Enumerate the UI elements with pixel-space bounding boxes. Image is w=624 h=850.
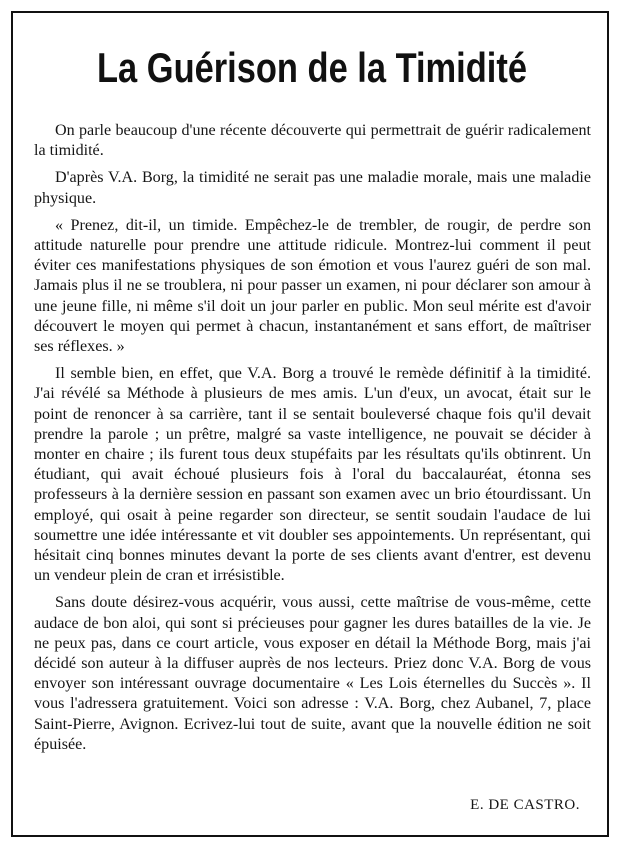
paragraph: D'après V.A. Borg, la timidité ne serait pas une maladie morale, mais une maladie physique. xyxy=(34,169,591,207)
paragraph: « Prenez, dit-il, un timide. Empêchez-le de trembler, de rougir, de perdre son attitude naturelle pour prendre une attitude ridicule. Montrez-lui comment il peut éviter ces manifestations physiques de son émotion et vous l'aurez guéri de son mal. Jamais plus il ne se troublera, ni pour passer un examen, ni pour déclarer son amour à une jeune fille, ni même s'il doit un jour parler en public. Mon seul mérite est d'avoir découvert le moyen qui permet à chacun, instantanément et sans effort, de maîtriser ses réflexes. » xyxy=(34,216,591,356)
paragraph: Sans doute désirez-vous acquérir, vous aussi, cette maîtrise de vous-même, cette audace de bon aloi, qui sont si précieuses pour gagner les dures batailles de la vie. Je ne peux pas, dans ce court article, vous exposer en détail la Méthode Borg, mais j'ai décidé son auteur à la diffuser auprès de nos lecteurs. Priez donc V.A. Borg de vous envoyer son intéressant ouvrage documentaire « Les Lois éternelles du Succès ». Il vous l'adressera gratuitement. Voici son adresse : V.A. Borg, chez Aubanel, 7, place Saint-Pierre, Avignon. Ecrivez-lui tout de suite, avant que la nouvelle édition ne soit épuisée. xyxy=(34,594,591,753)
paragraph: Il semble bien, en effet, que V.A. Borg a trouvé le remède définitif à la timidité. J'ai révélé sa Méthode à plusieurs de mes amis. L'un d'eux, un avocat, était sur le point de renoncer à sa carrière, tant il se sentait bouleversé chaque fois qu'il devait prendre la parole ; un prêtre, malgré sa vaste intelligence, ne pouvait se décider à monter en chaire ; ils furent tous deux stupéfaits par les résultats qu'ils obtinrent. Un étudiant, qui avait échoué plusieurs fois à l'oral du baccalauréat, étonna ses professeurs à la dernière session en passant son examen avec un brio étourdissant. Un employé, qui osait à peine regarder son directeur, se sentit soudain l'audace de lui soumettre une idée intéressante et vit doubler ses appointements. Un représentant, qui hésitait cinq bonnes minutes devant la porte de ses clients avant d'entrer, est devenu un vendeur plein de cran et irrésistible. xyxy=(34,365,591,585)
article-title: La Guérison de la Timidité xyxy=(97,44,527,91)
article-body xyxy=(34,121,591,762)
author-signature: E. DE CASTRO. xyxy=(470,797,580,813)
paragraph: On parle beaucoup d'une récente découverte qui permettrait de guérir radicalement la timidité. xyxy=(34,122,591,160)
